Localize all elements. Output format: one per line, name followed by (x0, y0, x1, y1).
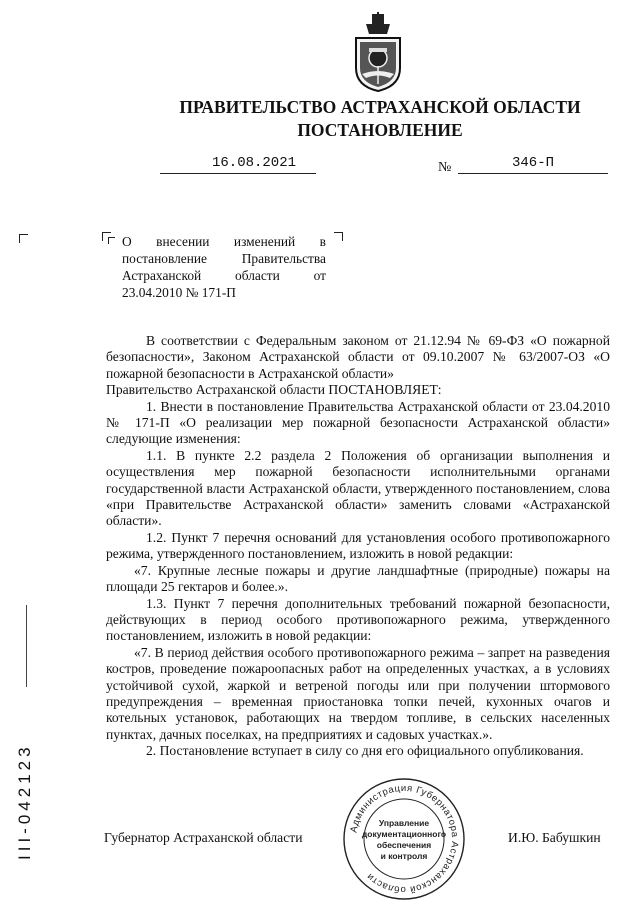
svg-text:обеспечения: обеспечения (376, 840, 432, 850)
body-paragraph: 1. Внести в постановление Правительства Астраханской области от 23.04.2010 № 171-П «О реализации мер пожарной безопасности Астраханской области» следующие изменения: (106, 398, 610, 447)
government-title: ПРАВИТЕЛЬСТВО АСТРАХАНСКОЙ ОБЛАСТИ (179, 97, 581, 117)
signatory-title: Губернатор Астраханской области (104, 830, 303, 845)
subject-bracket-left-inner (108, 237, 115, 244)
signatory-name: И.Ю. Бабушкин (508, 830, 601, 845)
form-serial-number: III-042123 (15, 743, 34, 860)
body-paragraph: 1.3. Пункт 7 перечня дополнительных требований пожарной безопасности, действующих в период особого противопожарного режима, утвержденного постановлением, изложить в новой редакции: (106, 595, 610, 644)
document-type: ПОСТАНОВЛЕНИЕ (297, 120, 463, 140)
body-paragraph: 2. Постановление вступает в силу со дня его официального опубликования. (146, 743, 584, 759)
margin-corner-mark (19, 234, 28, 243)
svg-text:Администрация Губернатора Астр: Администрация Губернатора Астраханской области (348, 782, 461, 896)
body-paragraph: Правительство Астраханской области ПОСТАНОВЛЯЕТ: (106, 382, 442, 398)
number-sign: № (438, 160, 452, 175)
official-stamp (342, 777, 466, 901)
svg-text:и контроля: и контроля (380, 851, 428, 861)
svg-text:документационного: документационного (361, 829, 447, 839)
body-paragraph: «7. Крупные лесные пожары и другие ландшафтные (природные) пожары на площади 25 гектаров и более.». (106, 562, 610, 595)
document-body (106, 333, 610, 760)
document-date: 16.08.2021 (211, 155, 296, 171)
body-paragraph: 1.2. Пункт 7 перечня оснований для установления особого противопожарного режима, утвержденного постановлением, изложить в новой редакции: (106, 529, 610, 562)
number-underline (458, 173, 608, 174)
document-subject: О внесении изменений в постановление Правительства Астраханской области от 23.04.2010 № 171-П (122, 234, 326, 300)
body-paragraph: «7. В период действия особого противопожарного режима – запрет на разведения костров, проведение пожароопасных работ на определенных участках, а в условиях устойчивой сухой, жаркой и ветреной погоды или при получении штормового предупреждения – временная приостановка топки печей, кухонных очагов и котельных установок, работающих на твердом топливе, в сельских населенных пунктах, дачных поселках, на предприятиях и садовых участках.». (106, 644, 610, 742)
date-underline (160, 173, 316, 174)
subject-bracket-right (334, 232, 343, 241)
coat-of-arms-icon (350, 12, 406, 92)
margin-line (26, 605, 27, 687)
document-number: 346-П (511, 155, 554, 171)
body-paragraph: В соответствии с Федеральным законом от 21.12.94 № 69-ФЗ «О пожарной безопасности», Законом Астраханской области от 09.10.2007 № 63/2007-ОЗ «О пожарной безопасности в Астраханской области» (106, 333, 610, 381)
svg-text:Управление: Управление (378, 818, 430, 828)
body-paragraph: 1.1. В пункте 2.2 раздела 2 Положения об организации выполнения и осуществления мер пожарной безопасности исполнительными органами государственной власти Астраханской области, утвержденного постановлением, слова «при Правительстве Астраханской области» заменить словами «Астраханской области». (106, 447, 610, 529)
